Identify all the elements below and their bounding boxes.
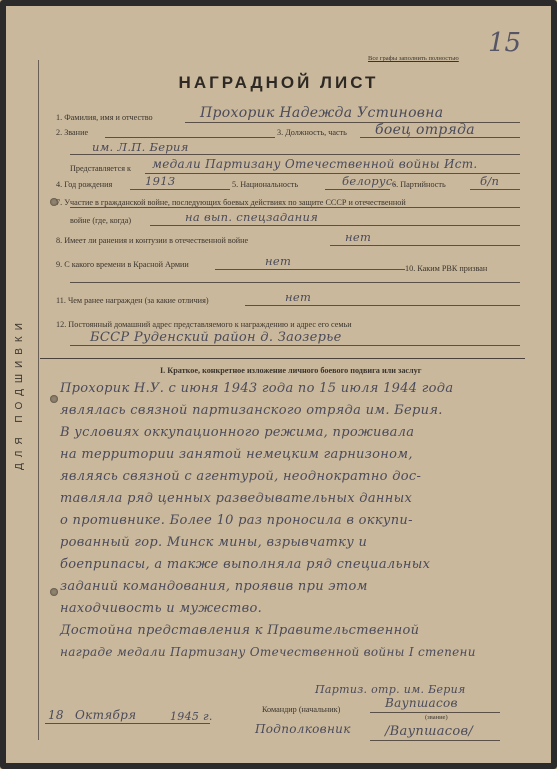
rank-label: (звание) <box>425 714 448 721</box>
field-9-value: нет <box>265 254 292 268</box>
field-11-value: нет <box>285 290 312 304</box>
field-11-label: 11. Чем ранее награжден (за какие отличия) <box>56 296 209 305</box>
summary-line: заданий командования, проявив при этом <box>60 579 368 594</box>
field-10-line <box>70 282 520 283</box>
binder-hole <box>50 588 58 596</box>
field-12-line <box>70 345 520 346</box>
field-7-value: на вып. спецзадания <box>185 210 319 224</box>
section-divider <box>40 358 525 359</box>
field-4-value: 1913 <box>145 174 176 188</box>
summary-line: на территории занятой немецким гарнизоном, <box>60 447 413 462</box>
field-7-line-b <box>150 225 520 226</box>
field-12-value: БССР Руденский район д. Заозерье <box>90 330 342 345</box>
summary-line: тавляла ряд ценных разведывательных данных <box>60 491 413 506</box>
field-11-line <box>245 305 520 306</box>
field-3-line <box>360 137 520 138</box>
commander-signature: Ваупшасов <box>385 696 458 710</box>
summary-line: Прохорик Н.У. с июня 1943 года по 15 июля 1944 года <box>60 381 454 396</box>
summary-line: находчивость и мужество. <box>60 601 263 616</box>
represent-label: Представляется к <box>70 164 131 173</box>
summary-line: В условиях оккупационного режима, проживала <box>60 425 415 440</box>
date-line <box>45 723 210 724</box>
field-5-value: белорус. <box>342 174 397 188</box>
summary-heading: I. Краткое, конкретное изложение личного боевого подвига или заслуг <box>160 366 422 375</box>
field-5-line <box>325 189 390 190</box>
field-4-label: 4. Год рождения <box>56 180 113 189</box>
field-7-label: 7. Участие в гражданской войне, последующих боевых действиях по защите СССР и отечественной <box>56 198 406 207</box>
date-year: 1945 г. <box>170 710 213 723</box>
field-6-label: 6. Партийность <box>392 180 446 189</box>
summary-line: Достойна представления к Правительственной <box>60 623 420 638</box>
summary-line: являлась связной партизанского отряда им. Берия. <box>60 403 443 418</box>
field-8-line <box>330 245 520 246</box>
summary-line: являясь связной с агентурой, неоднократно дос- <box>60 469 422 484</box>
rank-value: Подполковник <box>255 722 351 736</box>
field-6-value: б/п <box>480 174 500 188</box>
field-6-line <box>470 189 520 190</box>
summary-line: рованный гор. Минск мины, взрывчатку и <box>60 535 368 550</box>
field-3-line-cont <box>70 154 520 155</box>
name-signature: /Ваупшасов/ <box>385 724 474 739</box>
field-2-label: 2. Звание <box>56 128 89 137</box>
field-5-label: 5. Национальность <box>232 180 299 189</box>
represent-line <box>145 173 520 174</box>
all-fields-note: Все графы заполнить полностью <box>368 55 459 62</box>
field-4-line <box>130 189 230 190</box>
date-day: 18 <box>48 708 64 722</box>
commander-label: Командир (начальник) <box>262 705 341 714</box>
summary-line: о противнике. Более 10 раз проносила в оккупи- <box>60 513 413 528</box>
page-number: 15 <box>488 28 522 58</box>
field-12-label: 12. Постоянный домашний адрес представляемого к награждению и адрес его семьи <box>56 320 352 329</box>
field-9-label: 9. С какого времени в Красной Армии <box>56 260 189 269</box>
field-1-label: 1. Фамилия, имя и отчество <box>56 113 153 122</box>
binder-hole <box>50 395 58 403</box>
side-label: ДЛЯ ПОДШИВКИ <box>14 317 25 470</box>
field-7-label-cont: войне (где, когда) <box>70 216 132 225</box>
field-3-label: 3. Должность, часть <box>277 128 347 137</box>
summary-line: боеприпасы, а также выполняла ряд специальных <box>60 557 431 572</box>
field-3-value: боец отряда <box>375 122 475 138</box>
field-8-label: 8. Имеет ли ранения и контузии в отечественной войне <box>56 236 249 245</box>
document-title: НАГРАДНОЙ ЛИСТ <box>178 73 379 92</box>
unit-signature: Партиз. отр. им. Берия <box>315 683 466 696</box>
field-2-line <box>105 137 275 138</box>
summary-line: награде медали Партизану Отечественной войны I степени <box>60 645 476 659</box>
field-10-label: 10. Каким РВК призван <box>405 264 488 273</box>
name-line <box>370 740 500 741</box>
represent-value: медали Партизану Отечественной войны Ист. <box>152 157 478 171</box>
field-8-value: нет <box>345 230 372 244</box>
field-1-value: Прохорик Надежда Устиновна <box>200 105 444 121</box>
field-3-value-cont: им. Л.П. Берия <box>92 140 189 154</box>
field-9-line <box>215 269 405 270</box>
date-month: Октября <box>75 708 137 722</box>
margin-rule <box>38 60 39 740</box>
commander-line <box>370 712 500 713</box>
field-7-line-a <box>70 207 520 208</box>
